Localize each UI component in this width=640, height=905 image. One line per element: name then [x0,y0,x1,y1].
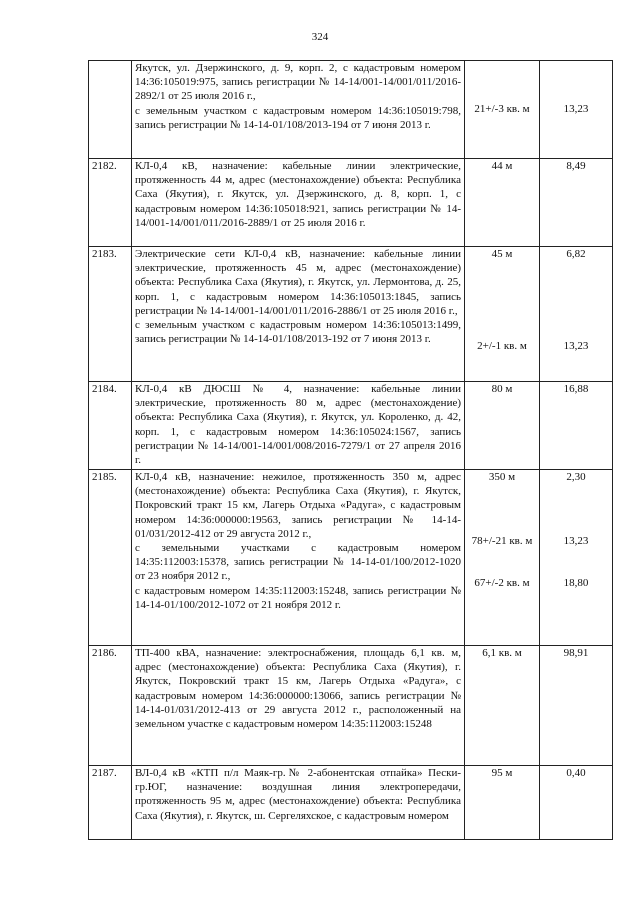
land-plot-description: с земельным участком с кадастровым номером 14:36:105019:798, запись регистрации № 14-14-01/108/2013-194 от 7 июня 2013 г. [135,104,461,131]
object-description: ВЛ-0,4 кВ «КТП п/л Маяк-гр.№ 2-абонентская отпайка» Пески-гр.ЮГ, назначение: воздушная линия электропередачи, протяженность 95 м, адрес (местонахождение) объекта: Республика Саха (Якутия), г. Якутск, ш. Сергеляхское, с кадастровым номером [135,767,461,822]
row-value [540,470,613,646]
row-description [132,382,465,470]
row-number: 2185. [89,470,132,646]
object-description: КЛ-0,4 кВ, назначение: нежилое, протяженность 350 м, адрес (местонахождение) объекта: Республика Саха (Якутия), г. Якутск, Покровский тракт 15 км, Лагерь Отдыха «Радуга», с кадастровым номером 14:36:000000:19563, запись регистрации № 14-14-01/031/2012-412 от 29 августа 2012 г., [135,471,461,540]
row-value [540,61,613,159]
object-value: 16,88 [563,383,589,395]
row-description [132,646,465,766]
table-row [89,766,613,840]
row-value [540,382,613,470]
object-value: 8,49 [566,160,586,172]
row-number: 2182. [89,159,132,247]
row-size [465,382,540,470]
table-row [89,382,613,470]
row-size [465,646,540,766]
land-plot-value: 13,23 [563,103,589,115]
page-number: 324 [311,31,329,43]
row-description [132,61,465,159]
row-number: 2186. [89,646,132,766]
row-size [465,61,540,159]
object-size: 6,1 кв. м [482,647,522,659]
object-description: КЛ-0,4 кВ ДЮСШ № 4, назначение: кабельные линии электрические, протяженность 80 м, адрес (местонахождение) объекта: Республика Саха (Якутия), г. Якутск, ул. Короленко, д. 42, корп. 1, с кадастровым номером 14:36:105024:1567, запись регистрации № 14-14/001-14/001/008/2016-7279/1 от 27 апреля 2016 г. [135,383,461,467]
object-value: 2,30 [566,471,586,483]
land-plot-size: 78+/-21 кв. м [471,535,533,548]
object-size: 45 м [491,248,513,260]
object-value: 0,40 [566,767,586,779]
object-size: 350 м [488,471,516,483]
row-value [540,766,613,840]
object-description: Якутск, ул. Дзержинского, д. 9, корп. 2, с кадастровым номером 14:36:105019:975, запись регистрации № 14-14/001-14/001/011/2016-2892/1 от 25 июля 2016 г., [135,62,461,103]
land-plot-size-2: 67+/-2 кв. м [474,577,530,590]
row-number: 2183. [89,247,132,382]
row-size [465,247,540,382]
object-size: 44 м [491,160,513,172]
row-description [132,247,465,382]
row-size [465,766,540,840]
row-value [540,159,613,247]
row-size [465,159,540,247]
land-plot-value: 13,23 [563,535,589,548]
table-row [89,247,613,382]
object-value: 6,82 [566,248,586,260]
table-row [89,646,613,766]
table-row [89,470,613,646]
object-description: ТП-400 кВА, назначение: электроснабжения, площадь 6,1 кв. м, адрес (местонахождение) объекта: Республика Саха (Якутия), г. Якутск, Покровский тракт 15 км, Лагерь Отдыха «Радуга», с кадастровым номером 14:36:000000:13066, запись регистрации № 14-14-01/031/2012-413 от 29 августа 2012 г., расположенный на земельном участке с кадастровым номером 14:35:112003:15248 [135,647,461,731]
land-plot-description: с земельным участком с кадастровым номером 14:36:105013:1499, запись регистрации № 14-14-01/108/2013-192 от 7 июня 2013 г. [135,319,461,346]
object-description: Электрические сети КЛ-0,4 кВ, назначение: кабельные линии электрические, протяженность 45 м, адрес (местонахождение) объекта: Республика Саха (Якутия), г. Якутск, ул. Лермонтова, д. 25, корп. 1, с кадастровым номером 14:36:105013:1845, запись регистрации № 14-14/001-14/001/011/2016-2886/1 от 25 июля 2016 г., [135,248,461,317]
table-row [89,61,613,159]
row-number: 2184. [89,382,132,470]
table-row [89,159,613,247]
land-plot-size: 21+/-3 кв. м [474,103,530,115]
object-description: КЛ-0,4 кВ, назначение: кабельные линии электрические, протяженность 44 м, адрес (местонахождение) объекта: Республика Саха (Якутия), г. Якутск, ул. Дзержинского, д. 8, корп. 1, с кадастровым номером 14:36:105018:921, запись регистрации № 14-14/001-14/001/011/2016-2889/1 от 25 июля 2016 г. [135,160,461,229]
row-size [465,470,540,646]
row-description [132,766,465,840]
registry-table [88,60,613,840]
row-description [132,470,465,646]
row-number [89,61,132,159]
row-value [540,646,613,766]
object-size: 80 м [491,383,513,395]
land-plot-value: 13,23 [563,340,589,353]
row-number: 2187. [89,766,132,840]
object-size: 95 м [491,767,513,779]
land-plot-description-2: с кадастровым номером 14:35:112003:15248, запись регистрации № 14-14-01/100/2012-1072 от 21 ноября 2012 г. [135,584,461,611]
row-value [540,247,613,382]
land-plot-size: 2+/-1 кв. м [477,340,527,353]
row-description [132,159,465,247]
land-plot-value-2: 18,80 [563,577,589,590]
land-plot-description: с земельными участками с кадастровым номером 14:35:112003:15378, запись регистрации № 14-14-01/100/2012-1020 от 23 ноября 2012 г., [135,542,461,583]
object-value: 98,91 [563,647,589,659]
